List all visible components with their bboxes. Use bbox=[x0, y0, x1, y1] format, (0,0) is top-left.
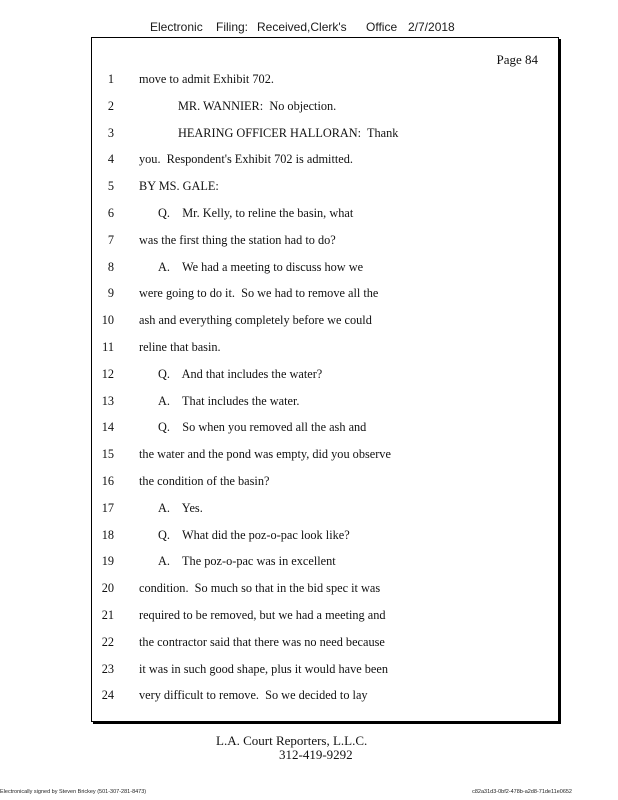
line-text: condition. So much so that in the bid spec it was bbox=[139, 581, 381, 596]
line-number: 9 bbox=[107, 286, 114, 301]
header-word-received: Received,Clerk's bbox=[257, 20, 347, 34]
transcript-line bbox=[92, 313, 558, 331]
transcript-line bbox=[92, 206, 558, 224]
line-number: 18 bbox=[101, 527, 114, 542]
line-number: 15 bbox=[101, 447, 114, 462]
transcript-page-frame bbox=[91, 37, 559, 722]
line-text: were going to do it. So we had to remove all the bbox=[139, 286, 379, 301]
line-text: required to be removed, but we had a meeting and bbox=[139, 608, 386, 622]
line-text: ash and everything completely before we could bbox=[139, 313, 372, 328]
signature-hash: c82a31d3-0bf2-478b-a2d8-71de11e0652 bbox=[472, 789, 572, 795]
transcript-line bbox=[92, 233, 558, 251]
transcript-line bbox=[92, 554, 558, 572]
line-text: the condition of the basin? bbox=[139, 474, 270, 488]
transcript-line bbox=[92, 608, 558, 626]
line-number: 6 bbox=[107, 206, 114, 220]
line-text: MR. WANNIER: No objection. bbox=[178, 98, 337, 113]
line-text: Q. Mr. Kelly, to reline the basin, what bbox=[158, 206, 354, 220]
transcript-line bbox=[92, 688, 558, 706]
footer-company: L.A. Court Reporters, L.L.C. bbox=[216, 733, 368, 748]
line-text: HEARING OFFICER HALLORAN: Thank bbox=[178, 125, 399, 140]
filing-stamp-header bbox=[0, 20, 618, 36]
line-text: move to admit Exhibit 702. bbox=[139, 72, 274, 86]
transcript-line bbox=[92, 528, 558, 546]
transcript-line bbox=[92, 447, 558, 465]
line-text: BY MS. GALE: bbox=[139, 179, 219, 194]
line-number: 12 bbox=[101, 366, 114, 381]
transcript-line bbox=[92, 662, 558, 680]
transcript-line bbox=[92, 474, 558, 492]
transcript-line bbox=[92, 99, 558, 117]
transcript-line bbox=[92, 367, 558, 385]
line-number: 2 bbox=[107, 98, 114, 113]
line-number: 24 bbox=[101, 688, 114, 703]
line-number: 4 bbox=[107, 152, 114, 167]
line-number: 10 bbox=[101, 313, 114, 328]
header-word-filing: Filing: bbox=[216, 20, 249, 34]
footer-phone: 312-419-9292 bbox=[279, 747, 353, 762]
line-text: was the first thing the station had to do? bbox=[139, 232, 336, 247]
line-text: A. The poz-o-pac was in excellent bbox=[158, 554, 336, 569]
header-word-electronic: Electronic bbox=[150, 20, 203, 34]
page-number: Page 84 bbox=[496, 52, 538, 67]
header-filing-date: 2/7/2018 bbox=[408, 20, 455, 34]
line-text: A. Yes. bbox=[158, 500, 203, 515]
signature-left: Electronically signed by Steven Brickey (501-307-281-8473) bbox=[0, 789, 147, 795]
line-text: A. We had a meeting to discuss how we bbox=[158, 259, 364, 274]
line-number: 22 bbox=[101, 634, 114, 649]
transcript-line bbox=[92, 286, 558, 304]
line-number: 3 bbox=[107, 125, 114, 140]
line-text: very difficult to remove. So we decided to lay bbox=[139, 688, 368, 703]
line-text: Q. What did the poz-o-pac look like? bbox=[158, 527, 350, 542]
transcript-line bbox=[92, 260, 558, 278]
line-text: Q. So when you removed all the ash and bbox=[158, 420, 367, 435]
line-number: 7 bbox=[107, 232, 114, 247]
transcript-line bbox=[92, 501, 558, 519]
transcript-line bbox=[92, 340, 558, 358]
line-number: 8 bbox=[107, 259, 114, 274]
line-number: 20 bbox=[101, 581, 114, 596]
line-text: you. Respondent's Exhibit 702 is admitted. bbox=[139, 152, 353, 167]
transcript-line bbox=[92, 635, 558, 653]
line-number: 21 bbox=[101, 608, 114, 622]
transcript-line bbox=[92, 179, 558, 197]
line-text: it was in such good shape, plus it would have been bbox=[139, 661, 388, 676]
line-number: 19 bbox=[101, 554, 114, 569]
transcript-line bbox=[92, 394, 558, 412]
line-text: A. That includes the water. bbox=[158, 393, 300, 408]
transcript-line bbox=[92, 126, 558, 144]
transcript-line bbox=[92, 72, 558, 90]
line-number: 16 bbox=[101, 474, 114, 488]
line-number: 17 bbox=[101, 500, 114, 515]
transcript-line bbox=[92, 420, 558, 438]
line-number: 5 bbox=[107, 179, 114, 194]
line-text: Q. And that includes the water? bbox=[158, 366, 323, 381]
line-number: 11 bbox=[102, 340, 114, 354]
line-text: the contractor said that there was no need because bbox=[139, 634, 385, 649]
transcript-line bbox=[92, 152, 558, 170]
header-word-office: Office bbox=[366, 20, 398, 34]
line-number: 14 bbox=[101, 420, 114, 435]
line-number: 13 bbox=[101, 393, 114, 408]
line-number: 1 bbox=[107, 72, 114, 86]
line-text: the water and the pond was empty, did you observe bbox=[139, 447, 391, 462]
line-text: reline that basin. bbox=[139, 340, 221, 354]
line-number: 23 bbox=[101, 661, 114, 676]
transcript-line bbox=[92, 581, 558, 599]
